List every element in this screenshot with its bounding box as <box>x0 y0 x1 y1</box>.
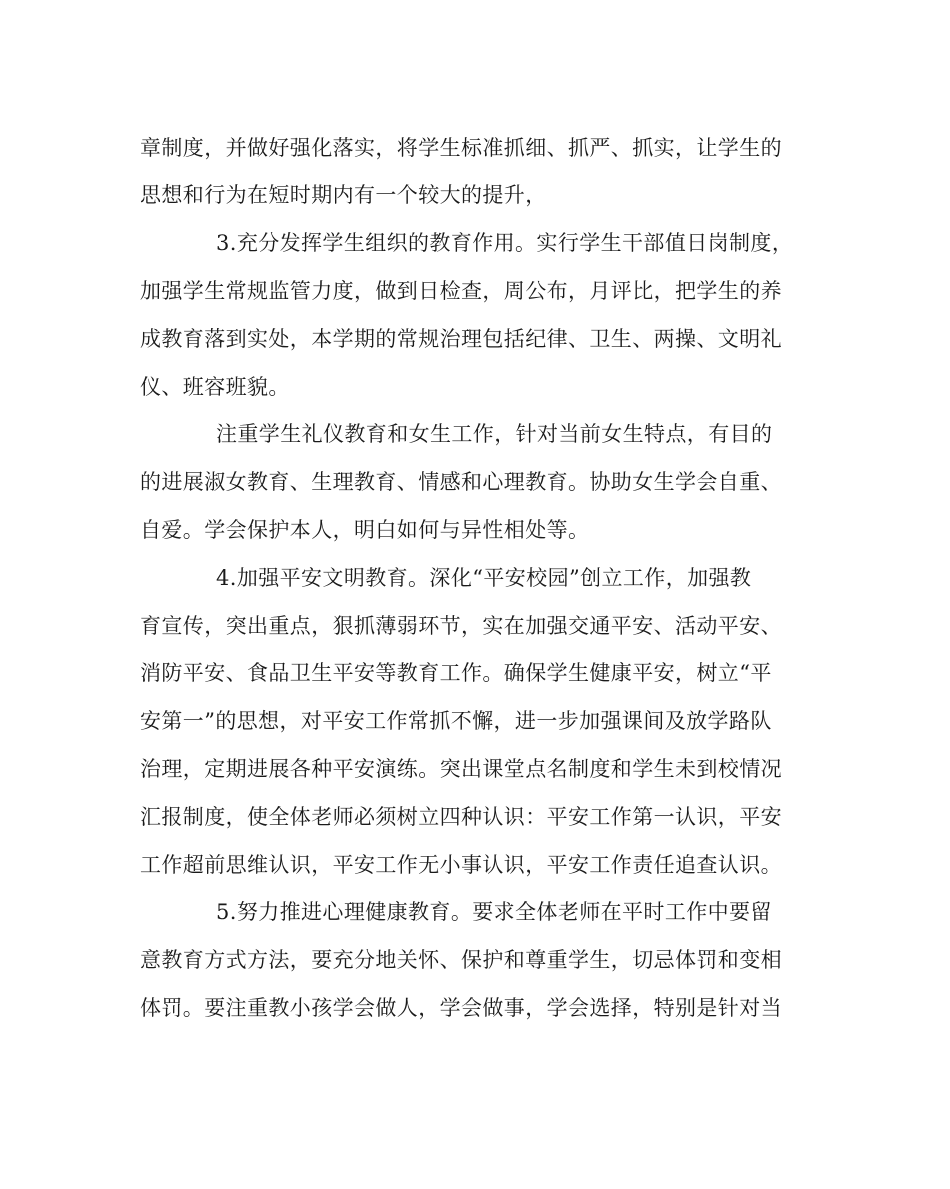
paragraph-start-line: 3.充分发挥学生组织的教育作用。实行学生干部值日岗制度， <box>216 231 794 255</box>
text-line: 体罚。要注重教小孩学会做人，学会做事，学会选择，特别是针对当 <box>140 996 782 1020</box>
text-line: 自爱。学会保护本人，明白如何与异性相处等。 <box>140 518 590 542</box>
text-line: 消防平安、食品卫生平安等教育工作。确保学生健康平安，树立“平 <box>140 661 772 685</box>
text-line: 安第一”的思想，对平安工作常抓不懈，进一步加强课间及放学路队 <box>140 709 772 733</box>
text-line: 的进展淑女教育、生理教育、情感和心理教育。协助女生学会自重、 <box>140 470 782 494</box>
text-line: 章制度，并做好强化落实，将学生标准抓细、抓严、抓实，让学生的 <box>140 136 782 160</box>
text-line: 加强学生常规监管力度，做到日检查，周公布，月评比，把学生的养 <box>140 279 782 303</box>
text-line: 治理，定期进展各种平安演练。突出课堂点名制度和学生未到校情况 <box>140 757 782 781</box>
text-line: 工作超前思维认识，平安工作无小事认识，平安工作责任追查认识。 <box>140 853 782 877</box>
text-line: 汇报制度，使全体老师必须树立四种认识：平安工作第一认识，平安 <box>140 805 782 829</box>
paragraph-start-line: 注重学生礼仪教育和女生工作，针对当前女生特点，有目的 <box>216 422 773 446</box>
text-line: 育宣传，突出重点，狠抓薄弱环节，实在加强交通平安、活动平安、 <box>140 614 782 638</box>
text-line: 成教育落到实处，本学期的常规治理包括纪律、卫生、两操、文明礼 <box>140 327 782 351</box>
paragraph-start-line: 5.努力推进心理健康教育。要求全体老师在平时工作中要留 <box>216 900 772 924</box>
text-line: 意教育方式方法，要充分地关怀、保护和尊重学生，切忌体罚和变相 <box>140 948 782 972</box>
text-line: 仪、班容班貌。 <box>140 375 290 399</box>
text-line: 思想和行为在短时期内有一个较大的提升， <box>140 183 547 207</box>
paragraph-start-line: 4.加强平安文明教育。深化“平安校园”创立工作，加强教 <box>216 566 752 590</box>
